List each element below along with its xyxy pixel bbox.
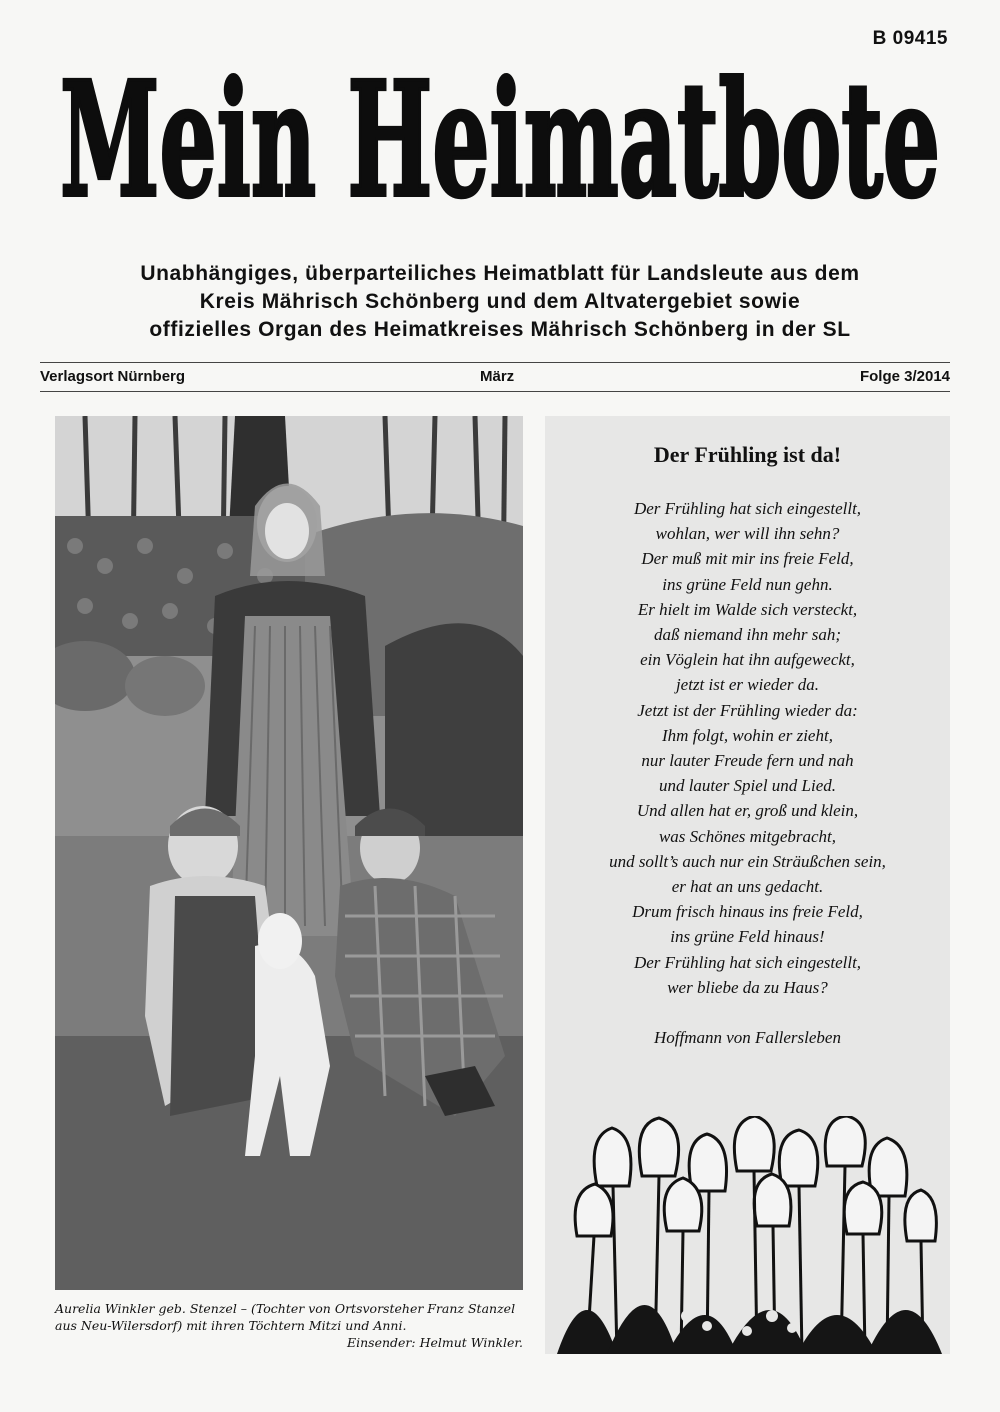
poem-line: Der Frühling hat sich eingestellt, — [633, 952, 862, 972]
masthead-title: Mein Heimatbote — [60, 48, 940, 233]
subtitle — [50, 260, 950, 344]
subtitle-line: Kreis Mährisch Schönberg und dem Altvatergebiet sowie — [199, 290, 801, 313]
poem-line: und sollt’s auch nur ein Sträußchen sein, — [609, 851, 886, 871]
poem-line: ins grüne Feld hinaus! — [670, 927, 825, 947]
poem-line: ein Vöglein hat ihn aufgeweckt, — [640, 650, 855, 670]
poem-text — [545, 496, 950, 1000]
poem-author: Hoffmann von Fallersleben — [654, 1028, 841, 1047]
issue-number: Folge 3/2014 — [859, 368, 950, 385]
caption-line: aus Neu-Wilersdorf) mit ihren Töchtern Mitzi und Anni. — [55, 1318, 407, 1333]
poem-line: jetzt ist er wieder da. — [675, 675, 820, 695]
caption-sender: Einsender: Helmut Winkler. — [346, 1335, 523, 1350]
poem-line: er hat an uns gedacht. — [671, 877, 824, 897]
poem-line: ins grüne Feld nun gehn. — [662, 574, 833, 594]
poem-line: Und allen hat er, groß und klein, — [636, 801, 859, 821]
poem-line: Jetzt ist der Frühling wieder da: — [637, 700, 858, 720]
poem-line: Der Frühling hat sich eingestellt, — [633, 499, 862, 518]
poem-title: Der Frühling ist da! — [653, 442, 842, 467]
subtitle-line: offizielles Organ des Heimatkreises Mährisch Schönberg in der SL — [149, 318, 851, 341]
caption-line: Aurelia Winkler geb. Stenzel – (Tochter von Ortsvorsteher Franz Stanzel — [55, 1301, 516, 1316]
poem-line: Er hielt im Walde sich versteckt, — [637, 599, 858, 619]
poem-line: nur lauter Freude fern und nah — [641, 751, 854, 771]
masthead-logo — [40, 20, 960, 250]
poem-line: wohlan, wer will ihn sehn? — [655, 524, 840, 544]
issue-code: B 09415 — [872, 28, 948, 49]
issue-month: März — [480, 368, 515, 385]
poem-line: Drum frisch hinaus ins freie Feld, — [632, 902, 863, 922]
info-bar — [40, 362, 950, 392]
poem-box — [545, 416, 950, 1354]
publishing-place: Verlagsort Nürnberg — [40, 368, 186, 385]
poem-line: wer bliebe da zu Haus? — [667, 977, 828, 997]
subtitle-line: Unabhängiges, überparteiliches Heimatblatt für Landsleute aus dem — [140, 262, 860, 285]
poem-line: daß niemand ihn mehr sah; — [654, 625, 841, 645]
poem-line: Ihm folgt, wohin er zieht, — [662, 725, 833, 745]
photo-caption — [55, 1300, 523, 1351]
poem-line: und lauter Spiel und Lied. — [658, 776, 837, 796]
poem-line: Der muß mit mir ins freie Feld, — [641, 549, 854, 569]
family-photo — [55, 416, 523, 1290]
tulip-illustration — [557, 1116, 942, 1354]
poem-line: was Schönes mitgebracht, — [658, 826, 837, 846]
